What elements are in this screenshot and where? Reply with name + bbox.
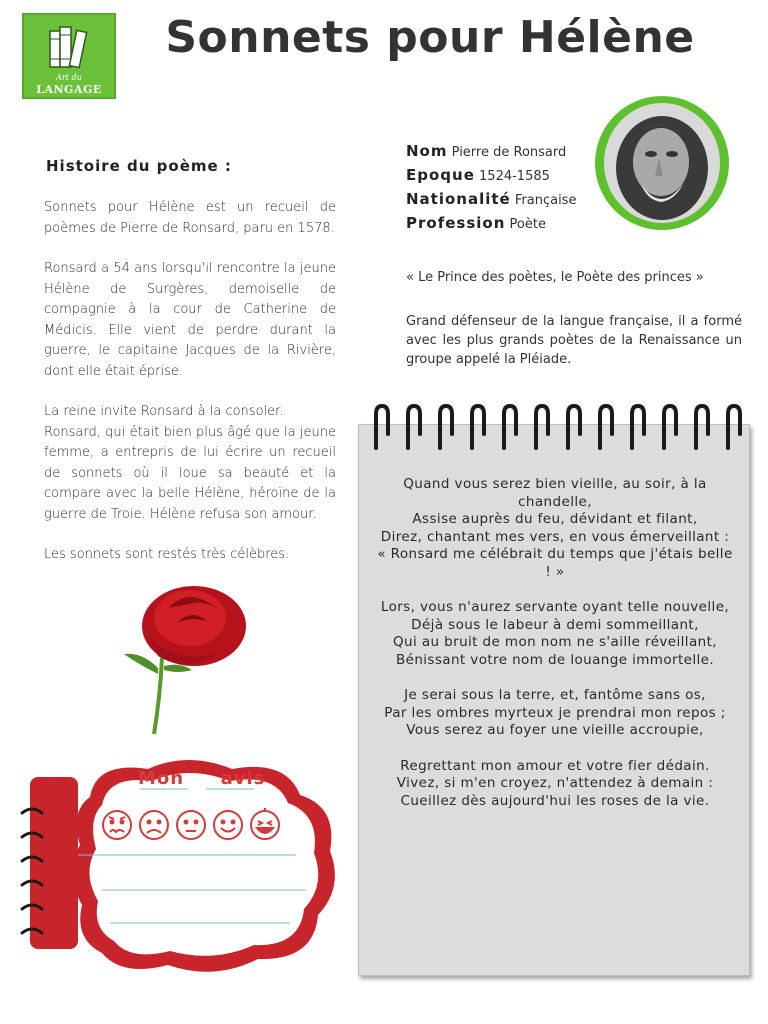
epoque-label: Epoque — [406, 166, 475, 184]
rose-icon — [118, 578, 250, 736]
history-heading: Histoire du poème : — [46, 157, 232, 175]
identity-epoque — [406, 164, 606, 188]
review-title-word-1: Mon — [138, 768, 185, 789]
nationalite-value: Française — [514, 193, 577, 208]
poem-line: Vivez, si m'en croyez, n'attendez à demain : — [396, 775, 714, 792]
logo-line-2: LANGAGE — [36, 83, 102, 96]
poem-line: « Ronsard me célébrait du temps que j'étais belle ! » — [377, 546, 733, 580]
poem-line: Vous serez au foyer une vieille accroupie, — [406, 722, 704, 739]
poem-stanza-3 — [374, 687, 736, 740]
poem-stanza-1 — [374, 476, 736, 582]
history-paragraph-1: Sonnets pour Hélène est un recueil de poèmes de Pierre de Ronsard, paru en 1578. — [44, 200, 336, 236]
poem-line: Déjà sous le labeur à demi sommeillant, — [411, 616, 699, 633]
logo — [22, 13, 116, 99]
logo-line-1: Art du — [56, 73, 82, 82]
identity-nationalite — [406, 188, 606, 212]
identity-nom — [406, 140, 606, 164]
review-title-word-2: avis — [220, 768, 266, 789]
poem-line: Je serai sous la terre, et, fantôme sans os, — [404, 687, 706, 704]
spiral-rings-icon — [366, 404, 746, 452]
history-paragraph-3: La reine invite Ronsard à la consoler. — [44, 404, 284, 419]
poem — [374, 476, 736, 828]
author-portrait — [595, 96, 729, 230]
poem-line: Cueillez dès aujourd'hui les roses de la vie. — [400, 792, 710, 809]
poem-line: Assise auprès du feu, dévidant et filant, — [412, 511, 698, 528]
profession-label: Profession — [406, 214, 506, 232]
portrait-image — [595, 96, 729, 230]
nom-value: Pierre de Ronsard — [451, 145, 567, 160]
author-description: Grand défenseur de la langue française, il a formé avec les plus grands poètes de la Renaissance un groupe appelé la Pléiade. — [406, 314, 742, 367]
poem-stanza-4 — [374, 758, 736, 811]
page-title: Sonnets pour Hélène — [165, 12, 695, 63]
neutral-face-icon[interactable] — [177, 811, 205, 839]
history-paragraph-4: Ronsard, qui était bien plus âgé que la jeune femme, a entrepris de lui écrire un recueil de sonnets où il loue sa beauté et la compare avec la belle Hélène, héroïne de la guerre de Troie. Hélène refusa son amour. — [44, 424, 336, 522]
review-card — [18, 755, 346, 985]
identity-profession — [406, 212, 606, 236]
poem-line: Par les ombres myrteux je prendrai mon repos ; — [384, 704, 726, 721]
rating-smileys — [100, 808, 290, 842]
angry-face-icon[interactable] — [103, 811, 131, 839]
poem-stanza-2 — [374, 599, 736, 669]
poem-line: Regrettant mon amour et votre fier dédain. — [400, 757, 710, 774]
quote: « Le Prince des poètes, le Poète des princes » — [406, 270, 704, 285]
identity-card — [406, 140, 606, 236]
history-paragraph-2: Ronsard a 54 ans lorsqu'il rencontre la jeune Hélène de Surgères, demoiselle de compagnie à la cour de Catherine de Médicis. Elle vient de perdre durant la guerre, le capitaine Jacques de la Rivière, dont elle était éprise. — [44, 261, 336, 379]
history-paragraph-5: Les sonnets sont restés très célèbres. — [44, 547, 290, 562]
history-text — [44, 198, 336, 586]
poem-line: Lors, vous n'aurez servante oyant telle nouvelle, — [380, 599, 730, 616]
review-title — [138, 768, 278, 789]
profession-value: Poète — [509, 217, 546, 232]
laughing-face-icon[interactable] — [251, 808, 279, 839]
poem-line: Quand vous serez bien vieille, au soir, à la chandelle, — [403, 476, 707, 510]
sad-face-icon[interactable] — [140, 811, 168, 839]
smile-face-icon[interactable] — [214, 811, 242, 839]
poem-line: Qui au bruit de mon nom ne s'aille réveillant, — [393, 634, 717, 651]
nom-label: Nom — [406, 142, 448, 160]
books-icon — [44, 21, 96, 73]
nationalite-label: Nationalité — [406, 190, 511, 208]
poem-line: Direz, chantant mes vers, en vous émerveillant : — [380, 528, 730, 545]
poem-line: Bénissant votre nom de louange immortelle. — [395, 651, 715, 668]
epoque-value: 1524-1585 — [479, 169, 550, 184]
